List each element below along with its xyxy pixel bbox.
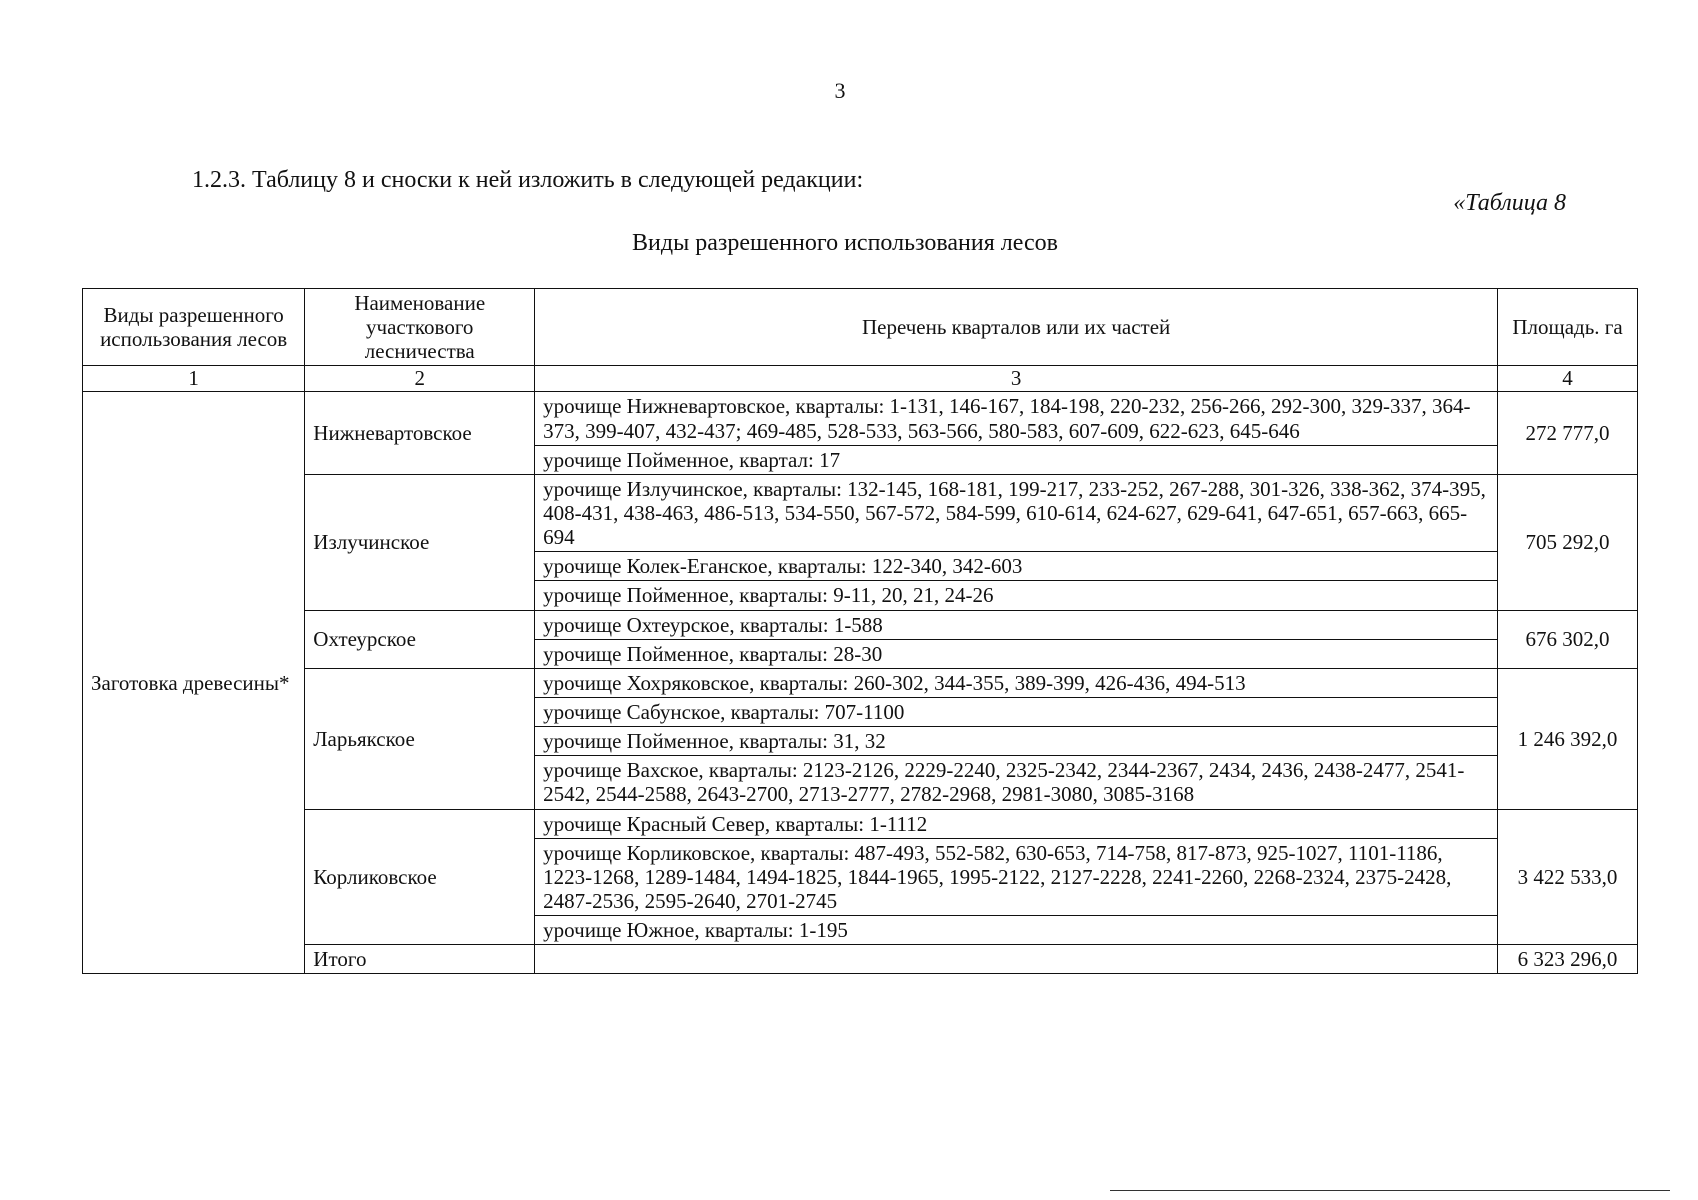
total-area: 6 323 296,0 <box>1498 945 1638 974</box>
page-number: 3 <box>834 78 846 103</box>
header-forestry: Наименование участкового лесничества <box>305 289 535 366</box>
header-row <box>83 289 1638 366</box>
forestry-area: 1 246 392,0 <box>1498 668 1638 809</box>
table-title: Виды разрешенного использования лесов <box>632 230 1058 256</box>
forestry-area: 3 422 533,0 <box>1498 809 1638 945</box>
table-label: «Таблица 8 <box>1453 190 1566 216</box>
column-number-row <box>83 366 1638 392</box>
column-number: 3 <box>535 366 1498 392</box>
instruction-text: 1.2.3. Таблицу 8 и сноски к ней изложить в следующей редакции: <box>192 167 864 193</box>
parcel-list: урочище Охтеурское, кварталы: 1-588 <box>535 610 1498 639</box>
forestry-area: 272 777,0 <box>1498 392 1638 474</box>
parcel-list: урочище Пойменное, кварталы: 31, 32 <box>535 727 1498 756</box>
forestry-name: Нижневартовское <box>305 392 535 474</box>
table-row <box>83 668 1638 697</box>
total-empty-cell <box>535 945 1498 974</box>
forestry-name: Корликовское <box>305 809 535 945</box>
forestry-name: Излучинское <box>305 474 535 610</box>
parcel-list: урочище Колек-Еганское, кварталы: 122-340, 342-603 <box>535 552 1498 581</box>
parcel-list: урочище Сабунское, кварталы: 707-1100 <box>535 697 1498 726</box>
forestry-area: 676 302,0 <box>1498 610 1638 668</box>
column-number: 4 <box>1498 366 1638 392</box>
parcel-list: урочище Пойменное, кварталы: 28-30 <box>535 639 1498 668</box>
forestry-name: Охтеурское <box>305 610 535 668</box>
parcel-list: урочище Хохряковское, кварталы: 260-302, 344-355, 389-399, 426-436, 494-513 <box>535 668 1498 697</box>
parcel-list: урочище Южное, кварталы: 1-195 <box>535 916 1498 945</box>
header-parcels: Перечень кварталов или их частей <box>535 289 1498 366</box>
column-number: 2 <box>305 366 535 392</box>
parcel-list: урочище Пойменное, квартал: 17 <box>535 445 1498 474</box>
total-row <box>83 945 1638 974</box>
table-row <box>83 392 1638 445</box>
column-number: 1 <box>83 366 305 392</box>
forestry-area: 705 292,0 <box>1498 474 1638 610</box>
table-row <box>83 610 1638 639</box>
parcel-list: урочище Корликовское, кварталы: 487-493, 552-582, 630-653, 714-758, 817-873, 925-1027, 1101-1186, 1223-1268, 1289-1484, 1494-1825, 1844-1965, 1995-2122, 2127-2228, 2241-2260, 2268-2324, 2375-2428, 2487-2536, 2595-2640, 2701-2745 <box>535 838 1498 915</box>
total-label: Итого <box>305 945 535 974</box>
forestry-name: Ларьякское <box>305 668 535 809</box>
table-row <box>83 474 1638 551</box>
footer-divider <box>1110 1190 1670 1191</box>
parcel-list: урочище Вахское, кварталы: 2123-2126, 2229-2240, 2325-2342, 2344-2367, 2434, 2436, 2438-2477, 2541-2542, 2544-2588, 2643-2700, 2713-2777, 2782-2968, 2981-3080, 3085-3168 <box>535 756 1498 809</box>
table-row <box>83 809 1638 838</box>
header-use-type: Виды разрешенного использования лесов <box>83 289 305 366</box>
parcel-list: урочище Красный Север, кварталы: 1-1112 <box>535 809 1498 838</box>
header-area: Площадь. га <box>1498 289 1638 366</box>
parcel-list: урочище Пойменное, кварталы: 9-11, 20, 21, 24-26 <box>535 581 1498 610</box>
parcel-list: урочище Излучинское, кварталы: 132-145, 168-181, 199-217, 233-252, 267-288, 301-326, 338-362, 374-395, 408-431, 438-463, 486-513, 534-550, 567-572, 584-599, 610-614, 624-627, 629-641, 647-651, 657-663, 665-694 <box>535 474 1498 551</box>
parcel-list: урочище Нижневартовское, кварталы: 1-131, 146-167, 184-198, 220-232, 256-266, 292-300, 329-337, 364-373, 399-407, 432-437; 469-485, 528-533, 563-566, 580-583, 607-609, 622-623, 645-646 <box>535 392 1498 445</box>
forest-use-table <box>82 288 1638 974</box>
use-type-cell: Заготовка древесины* <box>83 392 305 974</box>
